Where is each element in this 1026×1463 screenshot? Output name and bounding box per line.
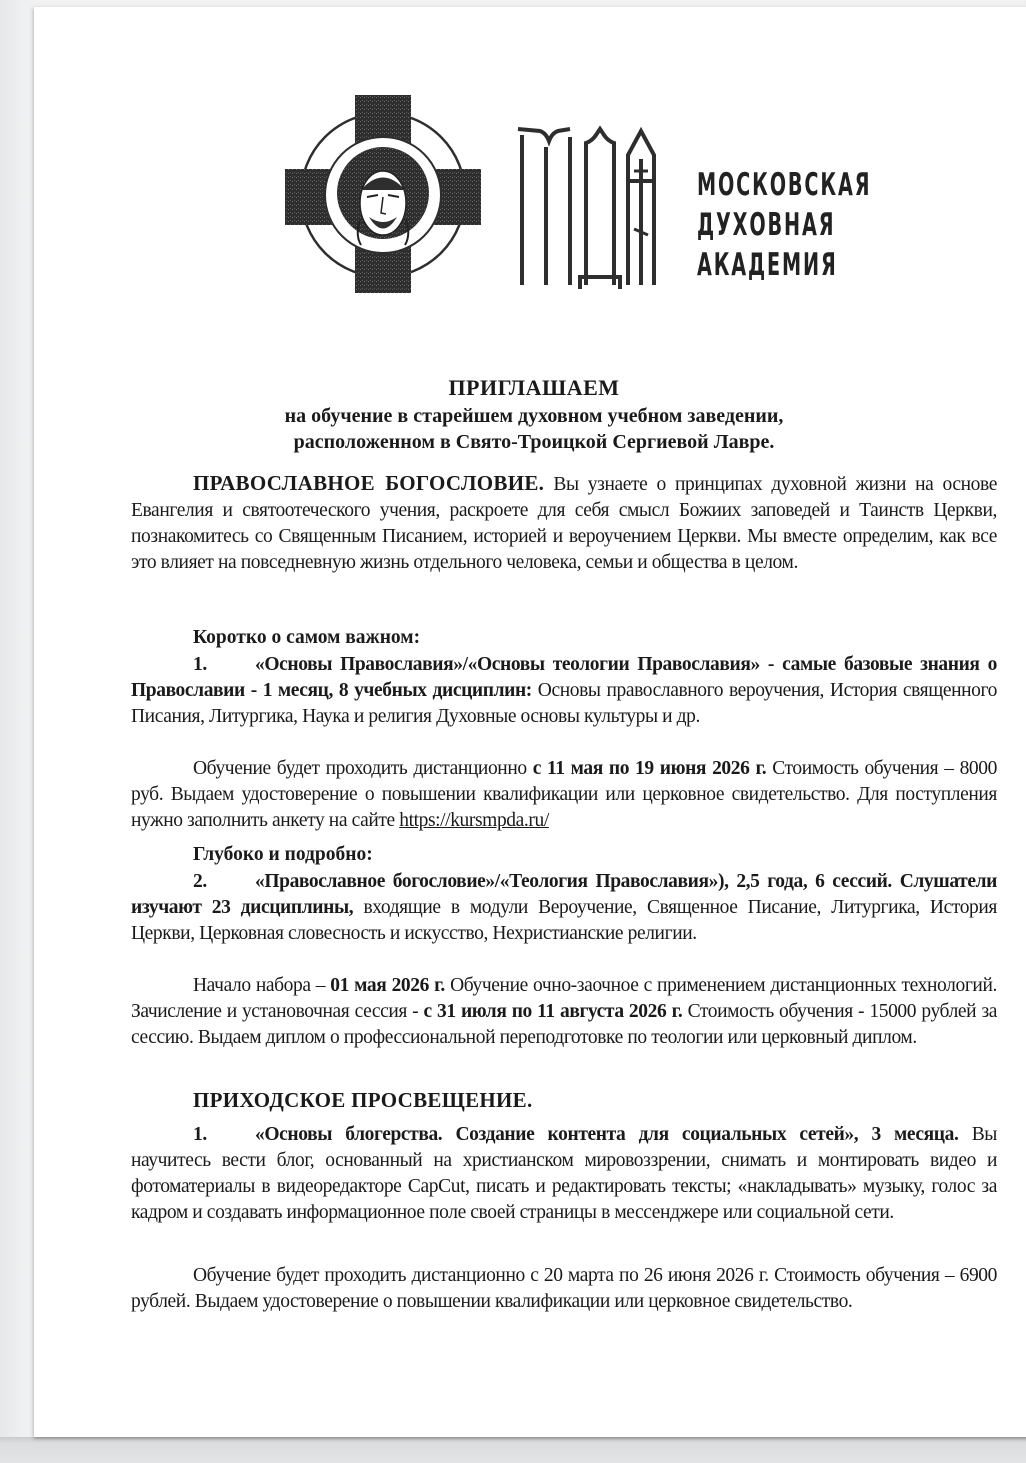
course1-number: 1. [193,654,207,675]
section-title-parish-education: ПРИХОДСКОЕ ПРОСВЕЩЕНИЕ. [193,1088,533,1112]
invitation-subtitle-line1: на обучение в старейшем духовном учебном заведении, [284,405,784,427]
parish-course1-schedule [131,1263,997,1315]
course2-number: 2. [193,871,207,892]
invitation-title: ПРИГЛАШАЕМ [448,375,620,400]
deep-label: Глубоко и подробно: [193,844,373,865]
academy-name-line1: МОСКОВСКАЯ [697,167,872,203]
document-page [34,7,1026,1437]
course1-dates: с 11 мая по 19 июня 2026 г. [532,758,767,779]
academy-logo [34,7,1026,307]
course2-modules: входящие в модули Вероучение, Священное Писание, Литургика, История Церкви, Церковная словесность и искусство, Нехристианские религии. [131,897,997,944]
page-shadow [0,1437,1026,1463]
section-orthodox-theology-intro [131,470,997,576]
course2-description [131,869,997,947]
course2-schedule [131,973,997,1051]
section-intro-text: Вы узнаете о принципах духовной жизни на основе Евангелия и святоотеческого учения, раскроете для себя смысл Божиих заповедей и Таинств Церкви, познакомитесь со Священным Писанием, историей и вероучением Церкви. Мы вместе определим, как все это влияет на повседневную жизнь отдельного человека, семьи и общества в целом. [131,474,997,573]
course2-title: «Православное богословие»/«Теология Православия»), 2,5 года, 6 сессий. Слушатели изучают 23 дисциплины, [131,871,997,918]
parish-course1-number: 1. [193,1124,207,1145]
course1-schedule-prefix: Обучение будет проходить дистанционно [193,758,527,779]
parish-course1-text: Вы научитесь вести блог, основанный на христианском мировоззрении, снимать и монтировать видео и фотоматериалы в видеоредакторе CapCut, писать и редактировать тексты; «накладывать» музыку, голос за кадром и создавать информационное поле своей страницы в мессенджере или социальной сети. [131,1124,997,1223]
course1-description [131,652,997,730]
course2-enroll-date: 01 мая 2026 г. [330,975,445,996]
cross-emblem-icon [285,95,481,293]
academy-name [697,165,871,285]
parish-course1-description [131,1122,997,1226]
mda-monogram-icon [514,125,664,291]
course-site-link[interactable]: https://kursmpda.ru/ [399,810,549,831]
parish-course1-schedule-text: Обучение будет проходить дистанционно с 20 марта по 26 июня 2026 г. Стоимость обучения – 6900 рублей. Выдаем удостоверение о повышении квалификации или церковное свидетельство. [131,1265,997,1312]
course1-details: Стоимость обучения – 8000 руб. Выдаем удостоверение о повышении квалификации или церковное свидетельство. Для поступления нужно заполнить анкету на сайте [131,758,997,831]
section-title-orthodox-theology: ПРАВОСЛАВНОЕ БОГОСЛОВИЕ. [193,471,545,495]
invitation-subtitle-line2: расположенном в Свято-Троицкой Сергиевой Лавре. [293,431,775,453]
course1-schedule [131,756,997,834]
section-parish-education-heading [131,1087,997,1115]
academy-name-line2: ДУХОВНАЯ [697,207,836,243]
academy-name-line3: АКАДЕМИЯ [697,247,838,283]
parish-course1-title: «Основы блогерства. Создание контента для социальных сетей», 3 месяца. [255,1124,959,1145]
course1-disciplines: Основы православного вероучения, История священного Писания, Литургика, Наука и религия Духовные основы культуры и др. [131,680,997,727]
course2-session-dates: с 31 июля по 11 августа 2026 г. [423,1001,683,1022]
course2-details: Стоимость обучения - 15000 рублей за сессию. Выдаем диплом о профессиональной переподготовке по теологии или церковный диплом. [131,1001,998,1048]
course1-title: «Основы Православия»/«Основы теологии Православия» - самые базовые знания о Православии - 1 месяц, 8 учебных дисциплин: [131,654,997,701]
course2-enroll-prefix: Начало набора – [193,975,326,996]
short-label: Коротко о самом важном: [193,627,421,648]
course2-format: Обучение очно-заочное с применением дистанционных технологий. Зачисление и установочная сессия - [131,975,997,1022]
